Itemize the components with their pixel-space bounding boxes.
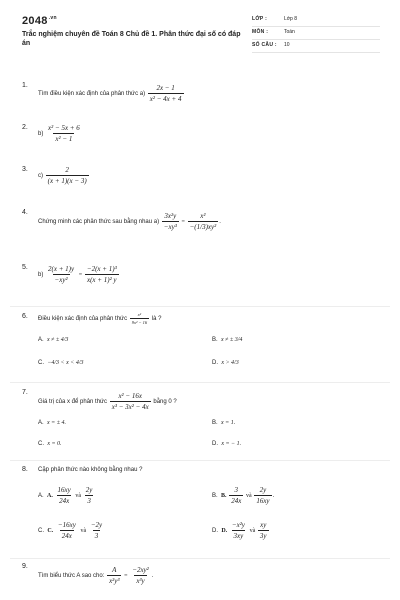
fraction: $\frac{\text{−2xy²}}{\text{x³y}}$ bbox=[132, 566, 149, 585]
question-3 bbox=[22, 166, 382, 190]
option-a[interactable]: A. x ≠ ± 4/3 bbox=[38, 337, 69, 343]
question-number: 1. bbox=[22, 82, 28, 89]
question-number: 9. bbox=[22, 563, 28, 570]
question-text: Giá trị của x để phân thức $\frac{\text{x² − 16x}}{\text{x³ − 3x² − 4x}}$ bằng 0 ? bbox=[38, 392, 177, 411]
info-row-count bbox=[252, 41, 380, 53]
fraction: $\frac{\text{x²}}{\text{−(1/3)xy²}}$ bbox=[189, 212, 217, 231]
question-text: c) $\frac{2}{(x + 1)(x - 3)}$ bbox=[38, 166, 87, 185]
fraction: $\frac{2(x + 1)y}{\text{−xy²}}$ bbox=[48, 265, 75, 284]
fraction: $\frac{16xy}{24x}$ bbox=[57, 486, 71, 505]
fraction: $\frac{\text{x²}}{\text{9x² − 16}}$ bbox=[131, 312, 148, 325]
question-text: Chứng minh các phân thức sau bằng nhau a) $\frac{\text{3x²y}}{\text{−xy³}}$ = $\frac{\text{x²}}{\text{−(1/3)xy²}}$ . bbox=[38, 212, 221, 231]
question-text: b) $\frac{\text{x² − 5x + 6}}{\text{x² − 1}}$ bbox=[38, 124, 80, 143]
fraction: $\frac{\text{−2(x + 1)³}}{\text{x(x + 1)² y}}$ bbox=[86, 265, 117, 284]
question-number: 6. bbox=[22, 313, 28, 320]
question-9 bbox=[22, 563, 382, 593]
option-a[interactable]: A. A. $\frac{16xy}{24x}$ và $\frac{2y}{3}$ bbox=[38, 486, 93, 505]
divider bbox=[10, 306, 390, 307]
option-b[interactable]: B. B. $\frac{3}{24x}$ và $\frac{2y}{16xy}$ . bbox=[212, 486, 275, 505]
info-value: Toán bbox=[284, 29, 295, 35]
question-8 bbox=[22, 466, 382, 556]
question-text: Cặp phân thức nào không bằng nhau ? bbox=[38, 467, 143, 473]
fraction: $\frac{\text{3x²y}}{\text{−xy³}}$ bbox=[163, 212, 177, 231]
option-b[interactable]: B. x = 1. bbox=[212, 420, 236, 426]
fraction: $\frac{2y}{16xy}$ bbox=[256, 486, 270, 505]
question-number: 3. bbox=[22, 166, 28, 173]
question-1 bbox=[22, 82, 382, 106]
option-d[interactable]: D. D. $\frac{\text{−x²y}}{3xy}$ và $\frac{xy}{3y}$ bbox=[212, 521, 267, 540]
question-4 bbox=[22, 209, 382, 239]
question-2 bbox=[22, 124, 382, 148]
fraction: $\frac{2}{(x + 1)(x - 3)}$ bbox=[47, 166, 87, 185]
option-d[interactable]: D. x = − 1. bbox=[212, 441, 242, 447]
document-title: Trắc nghiệm chuyên đề Toán 8 Chủ đề 1. Phân thức đại số có đáp án bbox=[22, 31, 241, 47]
question-text: Tìm biểu thức A sao cho: $\frac{A}{\text{x²y³}}$ = $\frac{\text{−2xy²}}{\text{x³y}}$ . bbox=[38, 566, 154, 585]
option-c[interactable]: C. x = 0. bbox=[38, 441, 62, 447]
fraction: $\frac{\text{−x²y}}{3xy}$ bbox=[231, 521, 245, 540]
info-row-subject bbox=[252, 28, 380, 40]
option-b[interactable]: B. x ≠ ± 3/4 bbox=[212, 337, 243, 343]
fraction: $\frac{-2y}{3}$ bbox=[90, 521, 103, 540]
fraction: $\frac{xy}{3y}$ bbox=[259, 521, 267, 540]
option-c[interactable]: C. −4/3 < x < 4/3 bbox=[38, 360, 84, 366]
question-number: 4. bbox=[22, 209, 28, 216]
option-a[interactable]: A. x = ± 4. bbox=[38, 420, 67, 426]
divider bbox=[10, 382, 390, 383]
question-number: 5. bbox=[22, 264, 28, 271]
option-d[interactable]: D. x > 4/3 bbox=[212, 360, 239, 366]
question-text: Điều kiện xác định của phân thức $\frac{\text{x²}}{\text{9x² − 16}}$ là ? bbox=[38, 312, 162, 325]
info-label: LỚP : bbox=[252, 16, 268, 22]
question-number: 8. bbox=[22, 466, 28, 473]
question-5 bbox=[22, 264, 382, 294]
info-value: 10 bbox=[284, 42, 290, 48]
info-row-class bbox=[252, 15, 380, 27]
fraction: $\frac{2y}{3}$ bbox=[85, 486, 93, 505]
site-logo[interactable]: $2048^{.vn}$ bbox=[22, 15, 57, 27]
question-text: Tìm điều kiện xác định của phân thức a) $\frac{2x - 1}{\text{x² − 4x + 4}}$ bbox=[38, 84, 182, 103]
fraction: $\frac{-16xy}{24x}$ bbox=[57, 521, 76, 540]
info-label: MÔN : bbox=[252, 29, 269, 35]
question-6 bbox=[22, 313, 382, 373]
fraction: $\frac{A}{\text{x²y³}}$ bbox=[109, 566, 120, 585]
fraction: $\frac{2x - 1}{\text{x² − 4x + 4}}$ bbox=[149, 84, 182, 103]
fraction: $\frac{\text{x² − 5x + 6}}{\text{x² − 1}}$ bbox=[48, 124, 80, 143]
question-number: 2. bbox=[22, 124, 28, 131]
divider bbox=[10, 460, 390, 461]
info-label: SỐ CÂU : bbox=[252, 42, 277, 48]
info-value: Lớp 8 bbox=[284, 16, 298, 22]
question-number: 7. bbox=[22, 389, 28, 396]
fraction: $\frac{\text{x² − 16x}}{\text{x³ − 3x² − 4x}}$ bbox=[111, 392, 149, 411]
page-header bbox=[0, 0, 400, 70]
fraction: $\frac{3}{24x}$ bbox=[231, 486, 242, 505]
question-text: b) $\frac{2(x + 1)y}{\text{−xy²}}$ = $\frac{\text{−2(x + 1)³}}{\text{x(x + 1)² y}}$ bbox=[38, 265, 117, 284]
question-7 bbox=[22, 389, 382, 455]
divider bbox=[10, 558, 390, 559]
option-c[interactable]: C. C. $\frac{-16xy}{24x}$ và $\frac{-2y}{3}$ bbox=[38, 521, 103, 540]
